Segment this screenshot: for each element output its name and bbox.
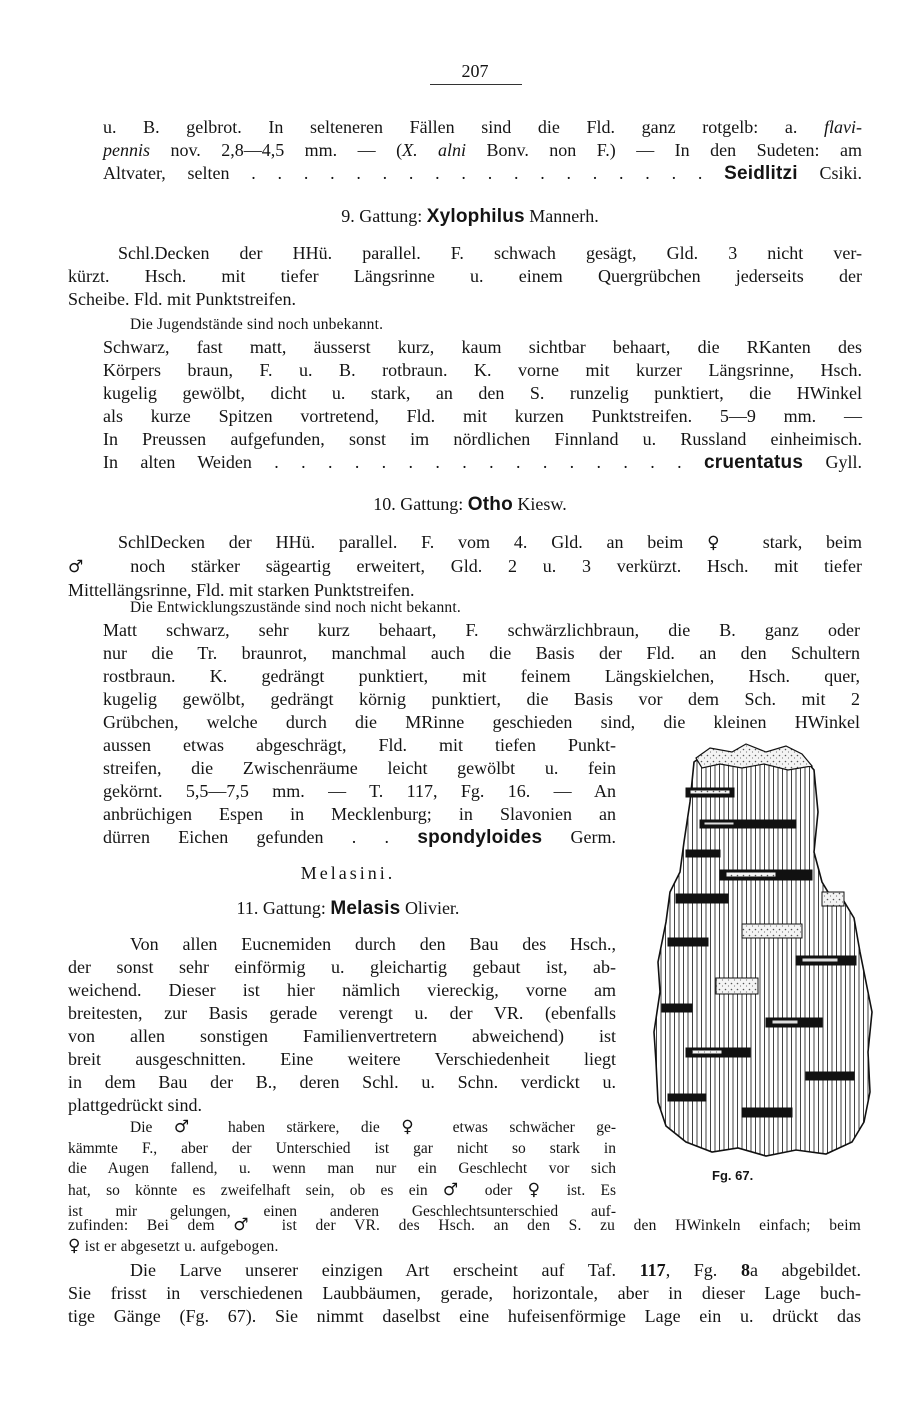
text-segment: noch stärker sägeartig erweitert, Gld. 2 u. 3 verkürzt. Hsch. mit tiefer [104, 556, 862, 576]
text-segment: der sonst sehr einförmig u. gleichartig gebaut ist, ab- [68, 957, 616, 977]
sex-symbol: ♀ [707, 533, 739, 553]
sex-symbol: ♀ [527, 1180, 552, 1201]
text-line [103, 139, 862, 162]
text-segment: tige Gänge (Fg. 67). Sie nimmt daselbst eine hufeisenförmige Lage ein u. drückt das [68, 1306, 861, 1326]
text-segment: plattgedrückt sind. [68, 1095, 202, 1115]
text-segment: in dem Bau der B., deren Schl. u. Schn. verdickt u. [68, 1072, 616, 1092]
text-segment: 11. Gattung: [236, 898, 331, 918]
genus-heading-melasis [78, 897, 618, 920]
sex-symbol: ♂ [68, 557, 105, 577]
text-line [68, 555, 862, 579]
paragraph-larva [68, 1259, 861, 1328]
text-segment: anbrüchigen Espen in Mecklenburg; in Slavonien an [103, 804, 616, 824]
text-segment: Die Jugendstände sind noch unbekannt. [130, 316, 384, 333]
text-line [78, 897, 618, 920]
text-segment: stark, beim [738, 532, 863, 552]
text-line [103, 336, 862, 359]
paragraph-genus-description [68, 242, 862, 311]
bold-number: 8 [740, 1260, 750, 1280]
note-development-stages [130, 597, 862, 618]
taxon-name: spondyloides [417, 827, 543, 848]
genus-heading-xylophilus [78, 205, 862, 228]
text-line [103, 162, 862, 185]
text-segment: a abgebildet. [749, 1260, 862, 1280]
text-line [68, 1215, 861, 1236]
sex-symbol: ♀ [401, 1117, 432, 1137]
text-line [68, 531, 862, 555]
text-line [78, 493, 862, 516]
text-segment: Altvater, selten . . . . . . . . . . . . . . . . . . [103, 163, 725, 183]
italic-term: flavi- [824, 117, 862, 137]
note-sex-differences-continued [68, 1215, 861, 1257]
text-line [68, 1071, 616, 1094]
text-segment: kämmte F., aber der Unterschied ist gar nicht so stark in [68, 1139, 616, 1157]
text-segment: Olivier. [400, 898, 460, 918]
page-number: 207 [461, 61, 489, 81]
sex-symbol: ♂ [173, 1117, 207, 1137]
taxon-name: Otho [467, 494, 513, 515]
text-segment: Sie frisst in verschiedenen Laubbäumen, gerade, horizontale, aber in dieser Lage buch- [68, 1283, 861, 1303]
text-line [78, 862, 618, 885]
figure-caption: Fg. 67. [712, 1168, 754, 1183]
text-line [130, 314, 862, 335]
text-segment: weichend. Dieser ist hier nämlich viereckig, vorne am [68, 980, 616, 1000]
text-segment: Scheibe. Fld. mit Punktstreifen. [68, 289, 296, 309]
text-line [103, 116, 862, 139]
text-segment: die Augen fallend, u. wenn man nur ein Geschlecht vor sich [68, 1160, 616, 1178]
text-segment: streifen, die Zwischenräume leicht gewölbt u. fein [103, 758, 616, 778]
text-line [68, 1025, 616, 1048]
text-segment: u. B. gelbrot. In selteneren Fällen sind die Fld. ganz rotgelb: a. [103, 117, 824, 137]
text-segment: hat, so könnte es zweifelhaft sein, ob es ein [68, 1182, 443, 1200]
text-segment: kürzt. Hsch. mit tiefer Längsrinne u. einem Quergrübchen jederseits der [68, 266, 862, 286]
text-line [103, 757, 616, 780]
text-segment: kugelig gewölbt, dicht u. stark, an den S. runzelig punktiert, die HWinkel [103, 383, 862, 403]
text-segment: ist er abgesetzt u. aufgebogen. [80, 1238, 279, 1255]
text-segment: Grübchen, welche durch die MRinne geschieden sind, die kleinen HWinkel [103, 712, 860, 732]
taxon-name: Seidlitzi [724, 163, 798, 184]
text-line [68, 979, 616, 1002]
text-segment: Die Entwicklungszustände sind noch nicht bekannt. [130, 599, 461, 616]
text-segment: Mannerh. [524, 206, 599, 226]
text-line [68, 1094, 616, 1117]
text-line [103, 734, 616, 757]
wood-borings-illustration [646, 742, 880, 1162]
text-segment: Csiki. [797, 163, 863, 183]
text-line [78, 205, 862, 228]
text-segment: Körpers braun, F. u. B. rotbraun. K. vorne mit kurzer Längsrinne, Hsch. [103, 360, 862, 380]
text-segment: breit ausgeschnitten. Eine weitere Verschiedenheit liegt [68, 1049, 616, 1069]
text-line [68, 956, 616, 979]
text-line [103, 405, 862, 428]
text-line [103, 451, 862, 474]
text-segment: etwas schwächer ge- [431, 1119, 616, 1136]
text-line [68, 1117, 616, 1139]
text-line [68, 1048, 616, 1071]
text-line [68, 1180, 616, 1202]
text-segment: haben stärkere, die [206, 1119, 402, 1136]
text-line [68, 1236, 861, 1257]
text-segment: Die [130, 1119, 174, 1136]
text-line [103, 688, 860, 711]
text-segment: In alten Weiden . . . . . . . . . . . . . . . . [103, 452, 704, 472]
paragraph-species-description-narrow [103, 734, 616, 849]
paragraph-genus-description [68, 933, 616, 1117]
text-line [68, 265, 862, 288]
text-line [68, 1259, 861, 1282]
paragraph-species-description [103, 336, 862, 474]
paragraph-genus-description [68, 531, 862, 602]
paragraph-xylophilus-continuation [103, 116, 862, 185]
page-number-rule [430, 84, 522, 85]
sex-symbol: ♂ [233, 1215, 264, 1235]
taxon-name: cruentatus [703, 452, 804, 473]
text-line [68, 933, 616, 956]
text-line [68, 288, 862, 311]
text-line [68, 1282, 861, 1305]
paragraph-species-description [103, 619, 860, 734]
genus-heading-otho [78, 493, 862, 516]
text-line [68, 1159, 616, 1180]
text-segment: von allen sonstigen Familienvertretern abweichend) ist [68, 1026, 616, 1046]
text-line [103, 780, 616, 803]
tribe-heading-melasini [78, 862, 618, 885]
text-line [68, 1305, 861, 1328]
text-segment: Die Larve unserer einzigen Art erscheint auf Taf. [130, 1260, 640, 1280]
sex-symbol: ♀ [68, 1236, 81, 1256]
text-segment: nov. 2,8—4,5 mm. — ( [150, 140, 403, 160]
taxon-name: Xylophilus [426, 206, 525, 227]
taxon-name: Melasis [330, 898, 401, 919]
text-line [103, 665, 860, 688]
text-line [103, 382, 862, 405]
text-segment: 10. Gattung: [373, 494, 468, 514]
text-segment: Melasini. [300, 863, 396, 883]
text-line [103, 619, 860, 642]
text-segment: Gyll. [803, 452, 862, 472]
text-line [68, 1002, 616, 1025]
text-segment: ist der VR. des Hsch. an den S. zu den HWinkeln einfach; beim [263, 1217, 861, 1234]
text-segment: Mittellängsrinne, Fld. mit starken Punktstreifen. [68, 580, 415, 600]
text-line [68, 242, 862, 265]
text-segment: ist. Es [551, 1182, 616, 1200]
note-sex-differences [68, 1117, 616, 1223]
text-line [103, 711, 860, 734]
text-segment: als kurze Spitzen vortretend, Fld. mit kurzen Punktstreifen. 5—9 mm. — [103, 406, 862, 426]
text-segment: aussen etwas abgeschrägt, Fld. mit tiefen Punkt- [103, 735, 616, 755]
text-segment: rostbraun. K. gedrängt punktiert, mit feinem Längskielchen, Hsch. quer, [103, 666, 860, 686]
text-line [103, 359, 862, 382]
text-segment: ist mir gelungen, einen anderen Geschlechtsunterschied auf- [68, 1202, 616, 1220]
text-line [103, 428, 862, 451]
text-segment: Kiesw. [512, 494, 567, 514]
italic-term: X. alni [402, 140, 467, 160]
text-segment: SchlDecken der HHü. parallel. F. vom 4. Gld. an beim [118, 532, 708, 552]
text-segment: Matt schwarz, sehr kurz behaart, F. schwärzlichbraun, die B. ganz oder [103, 620, 860, 640]
text-line [68, 1139, 616, 1160]
text-segment: Schl.Decken der HHü. parallel. F. schwach gesägt, Gld. 3 nicht ver- [118, 243, 862, 263]
italic-term: pennis [103, 140, 150, 160]
bold-number: 117 [639, 1260, 666, 1280]
note-development-stages [130, 314, 862, 335]
text-segment: kugelig gewölbt, gedrängt körnig punktiert, die Basis vor dem Sch. mit 2 [103, 689, 860, 709]
sex-symbol: ♂ [442, 1180, 470, 1201]
text-segment: Bonv. non F.) — In den Sudeten: am [466, 140, 862, 160]
text-segment: oder [469, 1182, 528, 1200]
text-segment: dürren Eichen gefunden . . [103, 827, 418, 847]
text-segment: zufinden: Bei dem [68, 1217, 234, 1234]
text-segment: Schwarz, fast matt, äusserst kurz, kaum sichtbar behaart, die RKanten des [103, 337, 862, 357]
text-segment: nur die Tr. braunrot, manchmal auch die Basis der Fld. an den Schultern [103, 643, 860, 663]
text-segment: 9. Gattung: [341, 206, 427, 226]
text-segment: breitesten, zur Basis gerade verengt u. der VR. (ebenfalls [68, 1003, 616, 1023]
text-line [103, 642, 860, 665]
text-line [103, 826, 616, 849]
text-segment: Germ. [542, 827, 617, 847]
text-line [103, 803, 616, 826]
text-line [130, 597, 862, 618]
text-segment: In Preussen aufgefunden, sonst im nördlichen Finnland u. Russland einheimisch. [103, 429, 862, 449]
text-segment: , Fg. [665, 1260, 741, 1280]
text-segment: gekörnt. 5,5—7,5 mm. — T. 117, Fg. 16. — An [103, 781, 616, 801]
text-segment: Von allen Eucnemiden durch den Bau des Hsch., [130, 934, 616, 954]
